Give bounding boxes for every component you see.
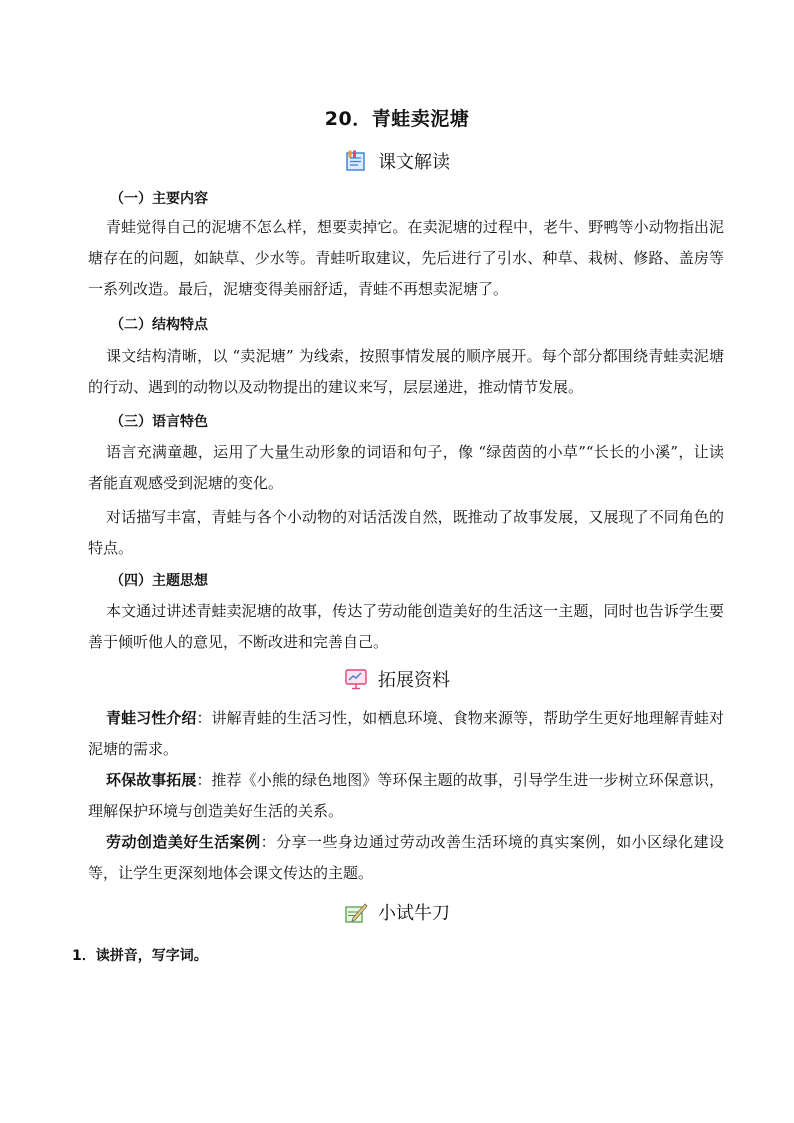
extension-item-labor-cases — [88, 827, 724, 889]
subheading-language: （三）语言特色 — [110, 414, 208, 430]
paragraph-theme: 本文通过讲述青蛙卖泥塘的故事，传达了劳动能创造美好的生活这一主题，同时也告诉学生要善于倾听他人的意见，不断改进和完善自己。 — [88, 602, 724, 651]
extension-term-eco-story: 环保故事拓展 — [106, 771, 197, 789]
extension-term-habits: 青蛙习性介绍 — [106, 709, 197, 727]
paragraph-structure: 课文结构清晰，以 “卖泥塘” 为线索，按照事情发展的顺序展开。每个部分都围绕青蛙卖泥塘的行动、遇到的动物以及动物提出的建议来写，层层递进，推动情节发展。 — [88, 347, 724, 396]
book-notes-icon — [344, 149, 368, 173]
subheading-structure: （二）结构特点 — [110, 317, 208, 333]
extension-item-habits — [88, 703, 724, 765]
section-header-extension — [0, 664, 794, 694]
paragraph-language-1: 语言充满童趣，运用了大量生动形象的词语和句子，像 “绿茵茵的小草”“长长的小溪”，让读者能直观感受到泥塘的变化。 — [88, 443, 724, 492]
paragraph-language-2: 对话描写丰富，青蛙与各个小动物的对话活泼自然，既推动了故事发展，又展现了不同角色的特点。 — [88, 508, 724, 557]
section-label-practice: 小试牛刀 — [378, 903, 450, 924]
extension-term-labor-cases: 劳动创造美好生活案例 — [106, 833, 261, 851]
extension-item-eco-story — [88, 765, 724, 827]
section-label-interpretation: 课文解读 — [378, 152, 450, 173]
paragraph-main-content: 青蛙觉得自己的泥塘不怎么样，想要卖掉它。在卖泥塘的过程中，老牛、野鸭等小动物指出泥塘存在的问题，如缺草、少水等。青蛙听取建议，先后进行了引水、种草、栽树、修路、盖房等一系列改造。最后，泥塘变得美丽舒适，青蛙不再想卖泥塘了。 — [88, 218, 724, 298]
subheading-main-content: （一）主要内容 — [110, 191, 208, 207]
page-title: 20．青蛙卖泥塘 — [324, 108, 470, 130]
subheading-theme: （四）主题思想 — [110, 573, 208, 589]
section-header-practice — [0, 897, 794, 927]
section-label-extension: 拓展资料 — [378, 670, 450, 691]
extension-text-eco-story: ：推荐《小熊的绿色地图》等环保主题的故事，引导学生进一步树立环保意识，理解保护环境与创造美好生活的关系。 — [88, 771, 724, 820]
presentation-screen-icon — [344, 667, 368, 691]
extension-text-labor-cases: ：分享一些身边通过劳动改善生活环境的真实案例，如小区绿化建设等，让学生更深刻地体会课文传达的主题。 — [88, 833, 724, 882]
section-header-interpretation — [0, 146, 794, 176]
pencil-writing-icon — [344, 900, 368, 924]
extension-text-habits: ：讲解青蛙的生活习性，如栖息环境、食物来源等，帮助学生更好地理解青蛙对泥塘的需求。 — [88, 709, 724, 758]
exercise-question-1: 1．读拼音，写字词。 — [72, 948, 208, 964]
